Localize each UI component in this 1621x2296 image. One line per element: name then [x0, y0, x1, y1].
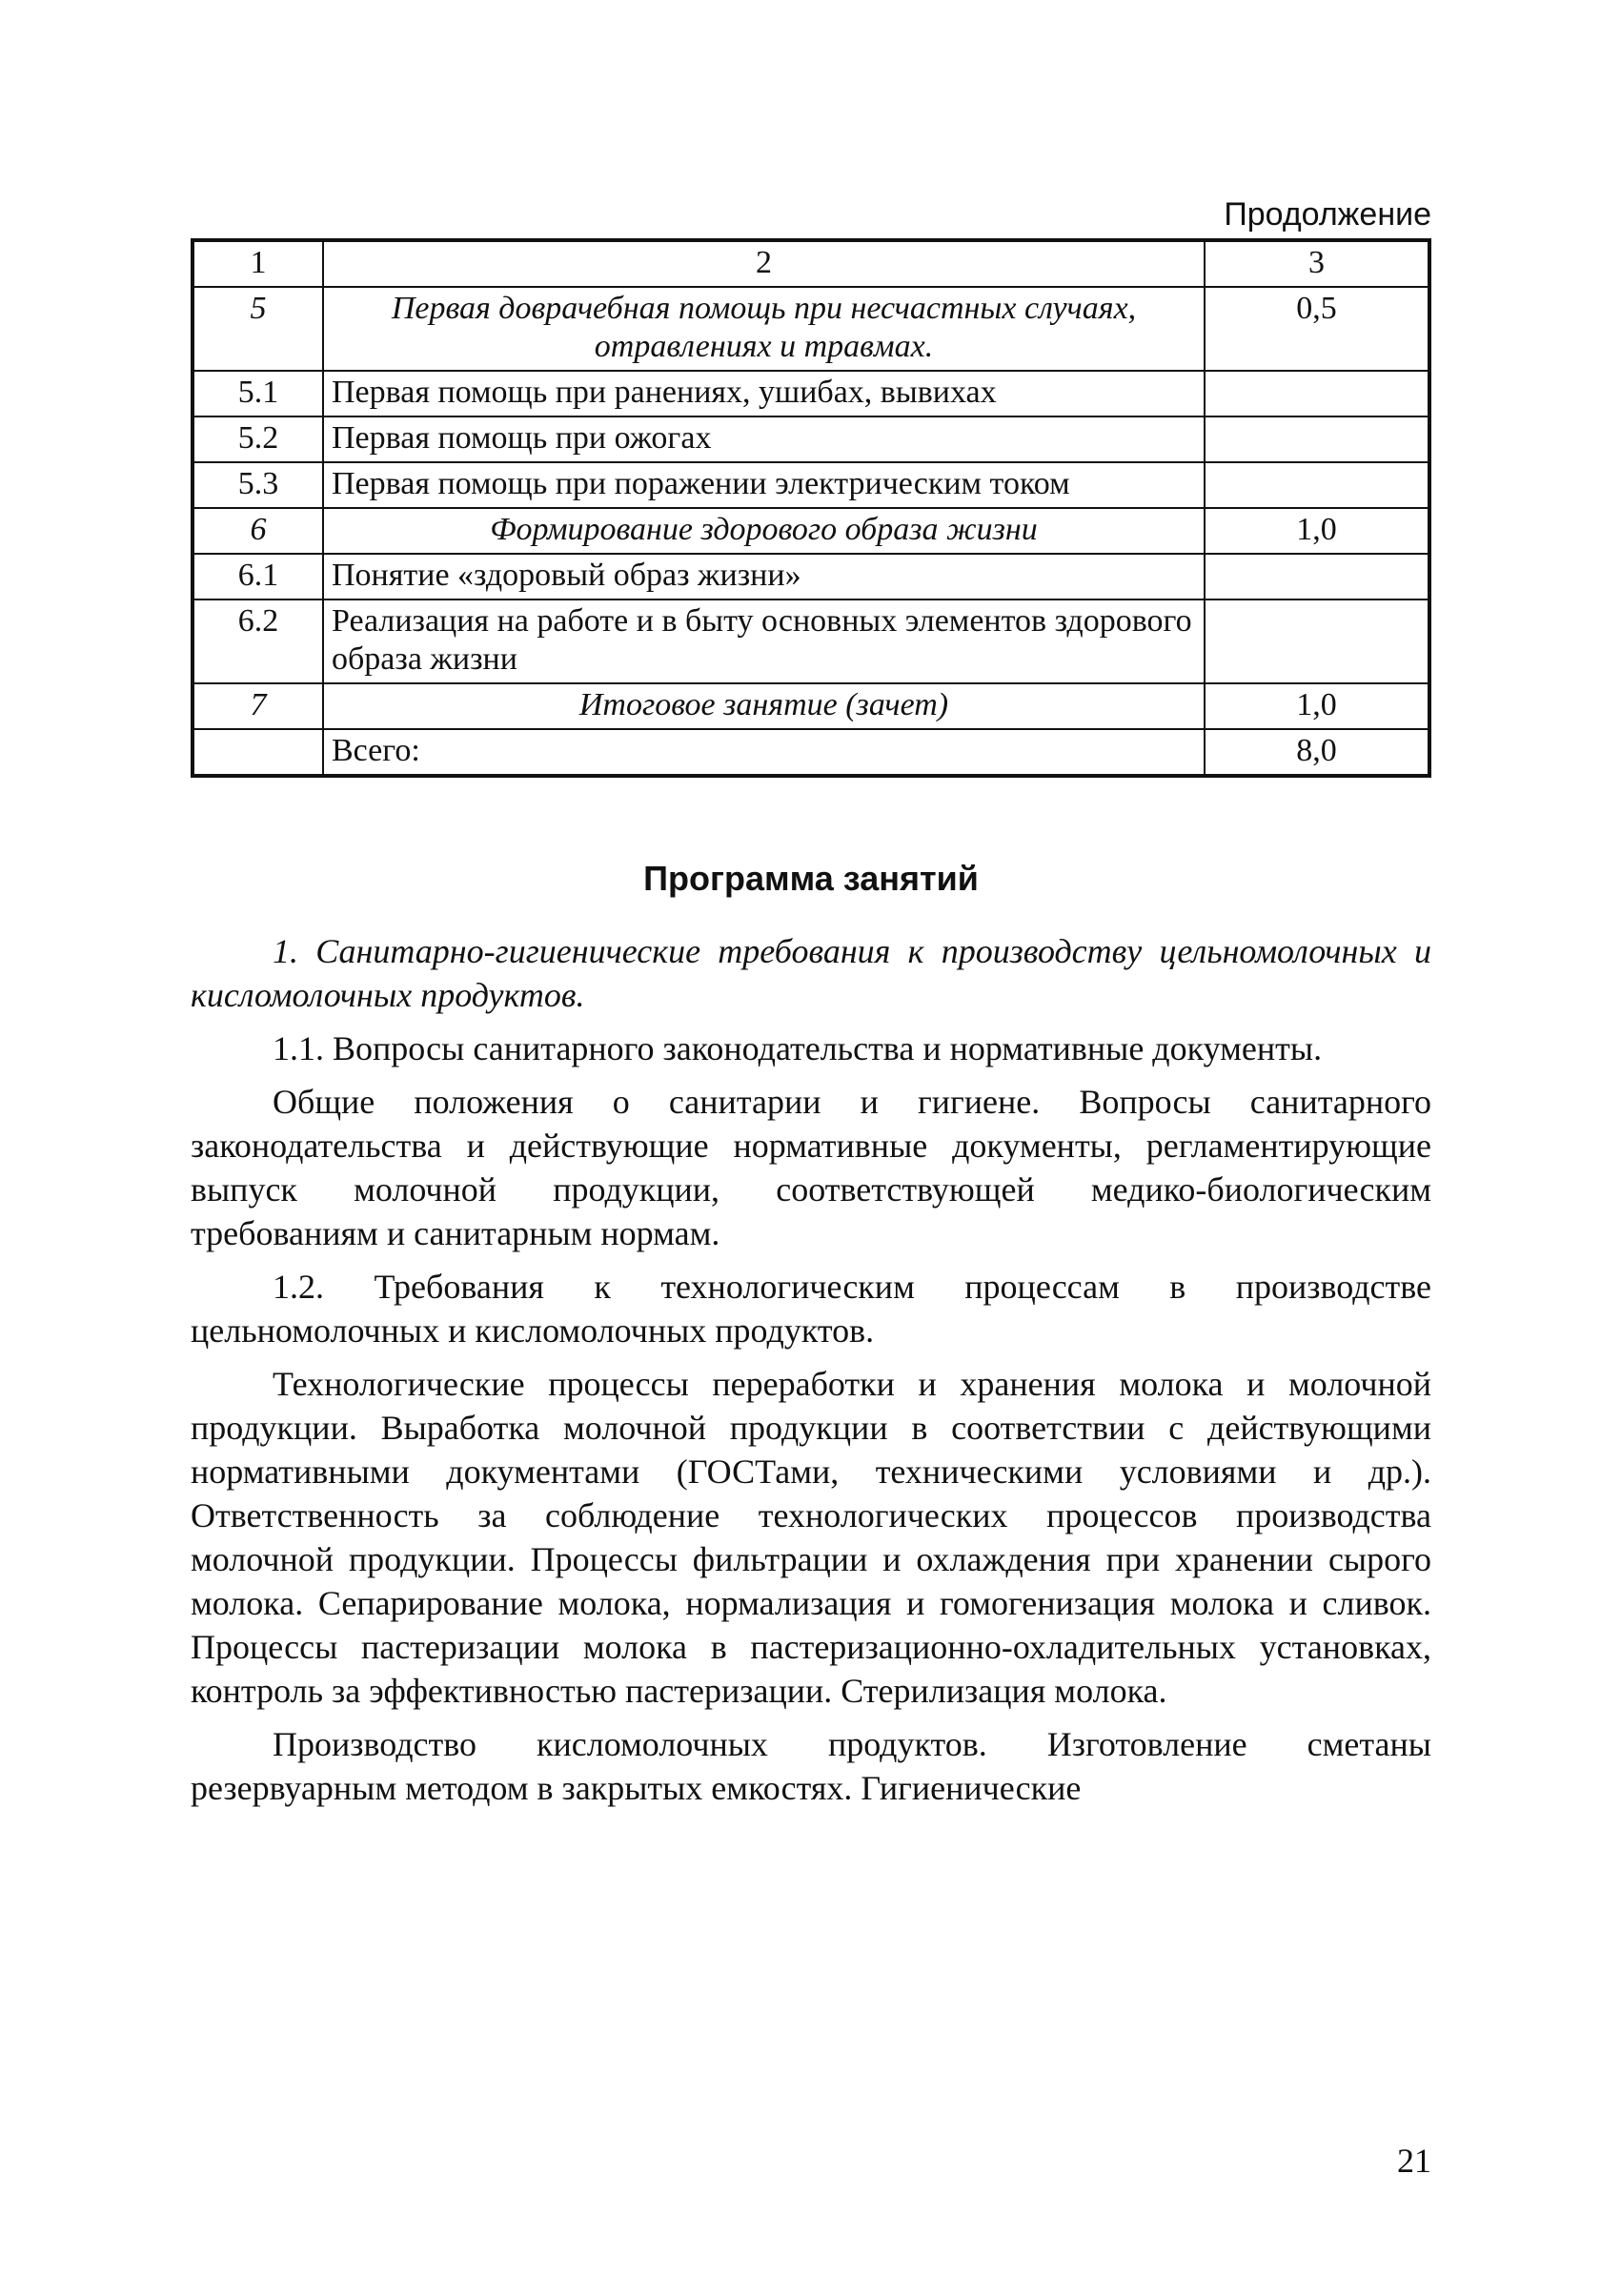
- row-topic: Реализация на работе и в быту основных элементов здорового образа жизни: [323, 599, 1205, 683]
- row-hours: 1,0: [1205, 683, 1429, 729]
- column-header: 3: [1205, 240, 1429, 287]
- table-row: [192, 554, 1429, 599]
- table-row: [192, 599, 1429, 683]
- subsection-heading: 1.2. Требования к технологическим процессам в производстве цельномолочных и кисломолочных продуктов.: [191, 1268, 1431, 1350]
- table-header-row: [192, 240, 1429, 287]
- row-topic: Первая помощь при ранениях, ушибах, вывихах: [323, 371, 1205, 417]
- table-row: [192, 462, 1429, 508]
- row-number: 6: [192, 508, 323, 554]
- syllabus-table: [191, 238, 1431, 778]
- row-topic: Формирование здорового образа жизни: [323, 508, 1205, 554]
- paragraph: Производство кисломолочных продуктов. Изготовление сметаны резервуарным методом в закрытых емкостях. Гигиенические: [191, 1725, 1431, 1807]
- row-number: 6.1: [192, 554, 323, 599]
- row-hours: [1205, 554, 1429, 599]
- row-hours: [1205, 462, 1429, 508]
- total-hours: 8,0: [1205, 729, 1429, 776]
- row-hours: [1205, 371, 1429, 417]
- row-topic: Итоговое занятие (зачет): [323, 683, 1205, 729]
- table-row: [192, 417, 1429, 462]
- row-topic: Понятие «здоровый образ жизни»: [323, 554, 1205, 599]
- row-hours: 1,0: [1205, 508, 1429, 554]
- program-body: [191, 929, 1431, 1819]
- row-hours: [1205, 417, 1429, 462]
- row-number: [192, 729, 323, 776]
- page-number: 21: [1397, 2142, 1431, 2180]
- continuation-label: Продолжение: [1224, 196, 1431, 233]
- program-title: Программа занятий: [643, 859, 979, 898]
- table-row: [192, 508, 1429, 554]
- subsection-heading: 1.1. Вопросы санитарного законодательства и нормативные документы.: [273, 1029, 1323, 1067]
- table-row: [192, 287, 1429, 371]
- row-topic: Первая помощь при поражении электрическим током: [323, 462, 1205, 508]
- row-number: 7: [192, 683, 323, 729]
- column-header: 1: [192, 240, 323, 287]
- row-number: 5.1: [192, 371, 323, 417]
- document-page: [191, 0, 1431, 2296]
- table-row: [192, 371, 1429, 417]
- row-number: 6.2: [192, 599, 323, 683]
- section-heading: 1. Санитарно-гигиенические требования к производству цельномолочных и кисломолочных продуктов.: [191, 932, 1431, 1014]
- row-topic: Первая помощь при ожогах: [323, 417, 1205, 462]
- column-header: 2: [323, 240, 1205, 287]
- paragraph: Общие положения о санитарии и гигиене. Вопросы санитарного законодательства и действующие нормативные документы, регламентирующие выпуск молочной продукции, соответствующей медико-биологическим требованиям и санитарным нормам.: [191, 1083, 1431, 1252]
- table-total-row: [192, 729, 1429, 776]
- row-number: 5.2: [192, 417, 323, 462]
- paragraph: Технологические процессы переработки и хранения молока и молочной продукции. Выработка молочной продукции в соответствии с действующими нормативными документами (ГОСТами, техническими условиями и др.). Ответственность за соблюдение технологических процессов производства молочной продукции. Процессы фильтрации и охлаждения при хранении сырого молока. Сепарирование молока, нормализация и гомогенизация молока и сливок. Процессы пастеризации молока в пастеризационно-охладительных установках, контроль за эффективностью пастеризации. Стерилизация молока.: [191, 1365, 1431, 1710]
- total-label: Всего:: [323, 729, 1205, 776]
- row-topic: Первая доврачебная помощь при несчастных случаях, отравлениях и травмах.: [323, 287, 1205, 371]
- row-hours: 0,5: [1205, 287, 1429, 371]
- row-hours: [1205, 599, 1429, 683]
- row-number: 5: [192, 287, 323, 371]
- table-row: [192, 683, 1429, 729]
- row-number: 5.3: [192, 462, 323, 508]
